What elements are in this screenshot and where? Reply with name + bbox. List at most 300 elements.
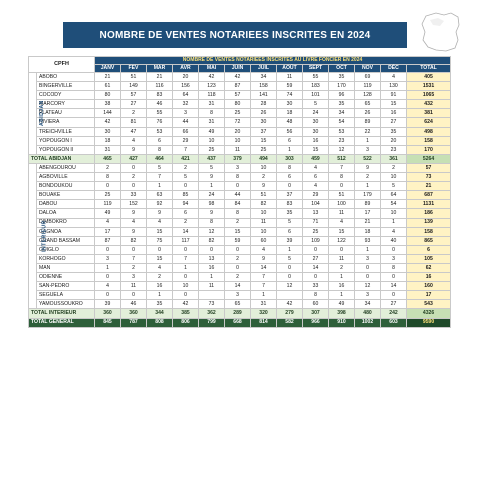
- month-value-cell: 603: [381, 318, 407, 327]
- month-value-cell: 31: [251, 300, 277, 309]
- row-name: COCODY: [37, 91, 95, 100]
- month-value-cell: 122: [329, 236, 355, 245]
- month-value-cell: 11: [251, 218, 277, 227]
- month-value-cell: [277, 291, 303, 300]
- table-row: [29, 145, 451, 154]
- month-value-cell: 421: [173, 154, 199, 163]
- month-value-cell: 51: [121, 73, 147, 82]
- month-value-cell: 16: [199, 263, 225, 272]
- month-value-cell: 27: [381, 118, 407, 127]
- month-value-cell: 1: [355, 136, 381, 145]
- month-value-cell: 46: [121, 300, 147, 309]
- month-value-cell: 1: [277, 145, 303, 154]
- month-value-cell: 845: [95, 318, 121, 327]
- subtotal-label: TOTAL ABIDJAN: [29, 154, 95, 163]
- month-value-cell: 69: [355, 73, 381, 82]
- table-row: [29, 245, 451, 254]
- row-total-cell: 6: [407, 245, 451, 254]
- row-name: GRAND BASSAM: [37, 236, 95, 245]
- table-row: [29, 200, 451, 209]
- month-value-cell: 83: [147, 91, 173, 100]
- month-value-cell: 1: [277, 245, 303, 254]
- grand-total-label: TOTAL GENERAL: [29, 318, 95, 327]
- table-row: [29, 91, 451, 100]
- month-value-cell: 27: [381, 300, 407, 309]
- month-value-cell: 21: [147, 73, 173, 82]
- month-value-cell: 6: [277, 173, 303, 182]
- month-value-cell: 6: [277, 227, 303, 236]
- month-value-cell: 65: [225, 300, 251, 309]
- month-value-cell: 2: [381, 163, 407, 172]
- month-value-cell: 28: [251, 100, 277, 109]
- month-value-cell: 16: [147, 282, 173, 291]
- row-name: TREICHVILLE: [37, 127, 95, 136]
- table-row: [29, 182, 451, 191]
- month-value-cell: 459: [303, 154, 329, 163]
- month-value-cell: 10: [251, 209, 277, 218]
- row-name: SEGUELA: [37, 291, 95, 300]
- table-row: [29, 209, 451, 218]
- month-value-cell: 46: [147, 100, 173, 109]
- month-value-cell: 8: [225, 209, 251, 218]
- row-name: KORHOGO: [37, 254, 95, 263]
- month-value-cell: 0: [121, 291, 147, 300]
- month-value-cell: 23: [329, 136, 355, 145]
- table-row: [29, 173, 451, 182]
- region-label-abidjan: [29, 73, 45, 155]
- month-value-cell: 24: [199, 191, 225, 200]
- month-value-cell: 3: [173, 109, 199, 118]
- month-value-cell: 6: [173, 209, 199, 218]
- month-value-cell: 307: [303, 309, 329, 318]
- subtotal-row: [29, 309, 451, 318]
- month-value-cell: 73: [199, 300, 225, 309]
- month-value-cell: 0: [355, 273, 381, 282]
- month-value-cell: 81: [121, 118, 147, 127]
- month-value-cell: 119: [95, 200, 121, 209]
- month-value-cell: 3: [355, 291, 381, 300]
- month-value-cell: 279: [277, 309, 303, 318]
- month-value-cell: 11: [329, 209, 355, 218]
- month-value-cell: 2: [121, 263, 147, 272]
- month-value-cell: 29: [303, 191, 329, 200]
- month-value-cell: 15: [329, 227, 355, 236]
- month-value-cell: 94: [173, 200, 199, 209]
- month-value-cell: 35: [329, 73, 355, 82]
- month-value-cell: 3: [355, 254, 381, 263]
- month-value-cell: 910: [329, 318, 355, 327]
- month-value-cell: 9: [199, 209, 225, 218]
- month-value-cell: 30: [303, 118, 329, 127]
- month-value-cell: 183: [303, 82, 329, 91]
- month-value-cell: 35: [277, 209, 303, 218]
- table-row: [29, 109, 451, 118]
- month-value-cell: 4: [381, 73, 407, 82]
- month-value-cell: 344: [147, 309, 173, 318]
- table-row: [29, 263, 451, 272]
- month-value-cell: 14: [225, 282, 251, 291]
- month-value-cell: 8: [199, 109, 225, 118]
- month-value-cell: 35: [147, 300, 173, 309]
- table-row: [29, 300, 451, 309]
- row-name: MARCORY: [37, 100, 95, 109]
- month-value-cell: 480: [355, 309, 381, 318]
- month-value-cell: 13: [303, 209, 329, 218]
- row-name: YOPOUGON I: [37, 136, 95, 145]
- month-value-cell: 0: [95, 291, 121, 300]
- month-value-cell: 8: [199, 218, 225, 227]
- month-value-cell: 16: [303, 136, 329, 145]
- month-value-cell: 11: [225, 145, 251, 154]
- month-value-cell: 8: [147, 145, 173, 154]
- month-value-cell: 85: [173, 191, 199, 200]
- month-value-cell: 18: [355, 227, 381, 236]
- month-value-cell: 89: [355, 118, 381, 127]
- month-value-cell: 84: [225, 200, 251, 209]
- month-value-cell: 31: [199, 118, 225, 127]
- month-value-cell: 66: [173, 127, 199, 136]
- month-value-cell: 179: [355, 191, 381, 200]
- month-value-cell: 11: [199, 282, 225, 291]
- month-value-cell: 71: [303, 218, 329, 227]
- month-value-cell: 128: [355, 91, 381, 100]
- month-value-cell: 9: [147, 209, 173, 218]
- month-value-cell: 7: [147, 173, 173, 182]
- month-value-cell: 30: [95, 127, 121, 136]
- month-value-cell: 465: [95, 154, 121, 163]
- row-name: MAN: [37, 263, 95, 272]
- month-value-cell: 242: [381, 309, 407, 318]
- month-value-cell: 0: [381, 291, 407, 300]
- month-value-cell: 24: [303, 109, 329, 118]
- month-value-cell: 25: [251, 145, 277, 154]
- month-value-cell: 2: [95, 163, 121, 172]
- month-value-cell: 362: [199, 309, 225, 318]
- table-row: [29, 254, 451, 263]
- month-value-cell: 60: [303, 300, 329, 309]
- month-value-cell: 100: [329, 200, 355, 209]
- month-value-cell: 18: [277, 109, 303, 118]
- month-value-cell: 10: [199, 136, 225, 145]
- month-value-cell: 53: [147, 127, 173, 136]
- month-value-cell: 31: [199, 100, 225, 109]
- header-month: AVR: [173, 65, 199, 73]
- row-name: GAGNOA: [37, 227, 95, 236]
- month-value-cell: 9: [121, 227, 147, 236]
- month-value-cell: 1: [355, 182, 381, 191]
- month-value-cell: 3: [355, 145, 381, 154]
- month-value-cell: 14: [303, 263, 329, 272]
- month-value-cell: 61: [95, 82, 121, 91]
- month-value-cell: 303: [277, 154, 303, 163]
- month-value-cell: 5: [199, 163, 225, 172]
- month-value-cell: 0: [355, 263, 381, 272]
- month-value-cell: 15: [147, 227, 173, 236]
- month-value-cell: 0: [225, 263, 251, 272]
- header-month: DÉC: [381, 65, 407, 73]
- month-value-cell: 0: [173, 245, 199, 254]
- month-value-cell: 6: [303, 173, 329, 182]
- month-value-cell: 379: [225, 154, 251, 163]
- month-value-cell: 3: [381, 254, 407, 263]
- month-value-cell: 15: [381, 100, 407, 109]
- row-total-cell: 158: [407, 136, 451, 145]
- month-value-cell: 35: [381, 127, 407, 136]
- month-value-cell: 8: [277, 163, 303, 172]
- month-value-cell: 72: [225, 118, 251, 127]
- month-value-cell: 144: [95, 109, 121, 118]
- month-value-cell: 55: [303, 73, 329, 82]
- row-total-cell: 139: [407, 218, 451, 227]
- month-value-cell: 0: [277, 182, 303, 191]
- month-value-cell: 1: [95, 263, 121, 272]
- month-value-cell: 82: [199, 236, 225, 245]
- header-month: JUIN: [225, 65, 251, 73]
- row-name: GUIGLO: [37, 245, 95, 254]
- row-total-cell: 9590: [407, 318, 451, 327]
- month-value-cell: [199, 291, 225, 300]
- month-value-cell: 123: [199, 82, 225, 91]
- row-total-cell: 57: [407, 163, 451, 172]
- month-value-cell: 10: [381, 173, 407, 182]
- row-total-cell: 1131: [407, 200, 451, 209]
- month-value-cell: 158: [251, 82, 277, 91]
- month-value-cell: 12: [329, 145, 355, 154]
- month-value-cell: 5: [381, 182, 407, 191]
- month-value-cell: 51: [251, 191, 277, 200]
- row-total-cell: 17: [407, 291, 451, 300]
- month-value-cell: 25: [303, 227, 329, 236]
- month-value-cell: 7: [329, 163, 355, 172]
- month-value-cell: 2: [225, 254, 251, 263]
- month-value-cell: 156: [173, 82, 199, 91]
- month-value-cell: 27: [303, 254, 329, 263]
- row-name: ABENGOUROU: [37, 163, 95, 172]
- month-value-cell: 1: [147, 182, 173, 191]
- month-value-cell: 966: [303, 318, 329, 327]
- month-value-cell: 320: [251, 309, 277, 318]
- month-value-cell: 2: [355, 173, 381, 182]
- month-value-cell: 44: [173, 118, 199, 127]
- month-value-cell: 8: [381, 263, 407, 272]
- month-value-cell: 49: [95, 209, 121, 218]
- month-value-cell: 118: [199, 91, 225, 100]
- table-row: [29, 127, 451, 136]
- month-value-cell: 4: [95, 218, 121, 227]
- row-name: BOUAKE: [37, 191, 95, 200]
- month-value-cell: 27: [121, 100, 147, 109]
- month-value-cell: 2: [173, 218, 199, 227]
- month-value-cell: 5: [277, 218, 303, 227]
- month-value-cell: 33: [121, 191, 147, 200]
- month-value-cell: 0: [381, 245, 407, 254]
- month-value-cell: 42: [173, 300, 199, 309]
- month-value-cell: 4: [121, 136, 147, 145]
- table-row: [29, 100, 451, 109]
- month-value-cell: 15: [303, 145, 329, 154]
- month-value-cell: 23: [381, 145, 407, 154]
- month-value-cell: 4: [303, 163, 329, 172]
- month-value-cell: 3: [95, 254, 121, 263]
- month-value-cell: 30: [303, 127, 329, 136]
- table-row: [29, 227, 451, 236]
- month-value-cell: 10: [225, 136, 251, 145]
- month-value-cell: 8: [329, 173, 355, 182]
- row-total-cell: 405: [407, 73, 451, 82]
- month-value-cell: 34: [355, 300, 381, 309]
- header-month: NOV: [355, 65, 381, 73]
- month-value-cell: 2: [251, 173, 277, 182]
- month-value-cell: 34: [251, 73, 277, 82]
- month-value-cell: 7: [173, 145, 199, 154]
- month-value-cell: 437: [199, 154, 225, 163]
- month-value-cell: 53: [329, 127, 355, 136]
- month-value-cell: 12: [355, 282, 381, 291]
- row-total-cell: 381: [407, 109, 451, 118]
- month-value-cell: 361: [381, 154, 407, 163]
- month-value-cell: 2: [147, 273, 173, 282]
- header-month: SEPT: [303, 65, 329, 73]
- row-total-cell: 105: [407, 254, 451, 263]
- month-value-cell: 14: [381, 282, 407, 291]
- month-value-cell: 42: [199, 73, 225, 82]
- month-value-cell: 10: [173, 282, 199, 291]
- month-value-cell: 2: [225, 273, 251, 282]
- table-row: [29, 236, 451, 245]
- month-value-cell: 51: [329, 191, 355, 200]
- sales-table-container: [28, 56, 450, 328]
- row-name: YOPOUGON II: [37, 145, 95, 154]
- month-value-cell: 11: [277, 73, 303, 82]
- header-month: AOÛT: [277, 65, 303, 73]
- month-value-cell: 20: [381, 136, 407, 145]
- month-value-cell: 4: [95, 282, 121, 291]
- month-value-cell: 42: [277, 300, 303, 309]
- subtotal-row: [29, 154, 451, 163]
- month-value-cell: 0: [95, 182, 121, 191]
- month-value-cell: 80: [95, 91, 121, 100]
- row-name: AGBOVILLE: [37, 173, 95, 182]
- row-total-cell: 160: [407, 282, 451, 291]
- month-value-cell: 582: [277, 318, 303, 327]
- month-value-cell: 20: [173, 73, 199, 82]
- month-value-cell: 13: [199, 254, 225, 263]
- month-value-cell: 0: [277, 263, 303, 272]
- month-value-cell: 21: [355, 218, 381, 227]
- month-value-cell: 2: [121, 173, 147, 182]
- month-value-cell: 787: [121, 318, 147, 327]
- month-value-cell: 1: [173, 263, 199, 272]
- month-value-cell: 1: [251, 291, 277, 300]
- month-value-cell: 26: [355, 109, 381, 118]
- month-value-cell: 11: [121, 282, 147, 291]
- month-value-cell: 16: [329, 282, 355, 291]
- cote-divoire-map-icon: [418, 10, 464, 54]
- month-value-cell: 57: [121, 91, 147, 100]
- subtotal-label: TOTAL INTERIEUR: [29, 309, 95, 318]
- month-value-cell: 5: [147, 163, 173, 172]
- row-name: ODIENNE: [37, 273, 95, 282]
- month-value-cell: 39: [277, 236, 303, 245]
- month-value-cell: 17: [95, 227, 121, 236]
- month-value-cell: 668: [225, 318, 251, 327]
- month-value-cell: 101: [303, 91, 329, 100]
- header-total: TOTAL: [407, 65, 451, 73]
- month-value-cell: 22: [355, 127, 381, 136]
- row-total-cell: 624: [407, 118, 451, 127]
- month-value-cell: 14: [251, 263, 277, 272]
- month-value-cell: 20: [225, 127, 251, 136]
- month-value-cell: 25: [95, 191, 121, 200]
- month-value-cell: 0: [173, 182, 199, 191]
- table-row: [29, 82, 451, 91]
- month-value-cell: 4: [251, 245, 277, 254]
- month-value-cell: 65: [355, 100, 381, 109]
- month-value-cell: 152: [121, 200, 147, 209]
- row-total-cell: 1531: [407, 82, 451, 91]
- month-value-cell: 4: [121, 218, 147, 227]
- header-month: MAI: [199, 65, 225, 73]
- month-value-cell: 63: [147, 191, 173, 200]
- sales-table: [28, 56, 451, 328]
- row-total-cell: 865: [407, 236, 451, 245]
- month-value-cell: 12: [199, 227, 225, 236]
- page-title: NOMBRE DE VENTES NOTARIEES INSCRITES EN 2024: [99, 29, 371, 41]
- month-value-cell: 0: [225, 245, 251, 254]
- month-value-cell: 289: [225, 309, 251, 318]
- month-value-cell: 1002: [355, 318, 381, 327]
- month-value-cell: 34: [329, 109, 355, 118]
- month-value-cell: 18: [95, 136, 121, 145]
- month-value-cell: 8: [95, 173, 121, 182]
- month-value-cell: 37: [277, 191, 303, 200]
- row-name: ABOBO: [37, 73, 95, 82]
- month-value-cell: 7: [251, 273, 277, 282]
- month-value-cell: 0: [199, 245, 225, 254]
- table-row: [29, 191, 451, 200]
- month-value-cell: 74: [277, 91, 303, 100]
- month-value-cell: 25: [199, 145, 225, 154]
- month-value-cell: 1: [147, 291, 173, 300]
- header-month: MAR: [147, 65, 173, 73]
- month-value-cell: 82: [251, 200, 277, 209]
- month-value-cell: 56: [277, 127, 303, 136]
- month-value-cell: 40: [381, 236, 407, 245]
- header-month: JANV: [95, 65, 121, 73]
- month-value-cell: 93: [355, 236, 381, 245]
- month-value-cell: 47: [121, 127, 147, 136]
- month-value-cell: 116: [147, 82, 173, 91]
- table-row: [29, 163, 451, 172]
- table-title-row: [29, 57, 451, 65]
- month-value-cell: 87: [95, 236, 121, 245]
- month-value-cell: 57: [225, 91, 251, 100]
- month-value-cell: 91: [381, 91, 407, 100]
- month-value-cell: 9: [251, 254, 277, 263]
- region-label-text: INTERIEUR: [41, 220, 48, 252]
- month-value-cell: 59: [225, 236, 251, 245]
- month-value-cell: 170: [329, 82, 355, 91]
- row-total-cell: 62: [407, 263, 451, 272]
- month-value-cell: 7: [173, 254, 199, 263]
- month-value-cell: 0: [95, 245, 121, 254]
- month-value-cell: 76: [147, 118, 173, 127]
- month-value-cell: 54: [329, 118, 355, 127]
- month-value-cell: 109: [303, 236, 329, 245]
- region-label-text: ABIDJAN: [38, 100, 45, 127]
- month-value-cell: 42: [95, 118, 121, 127]
- month-value-cell: 1: [381, 218, 407, 227]
